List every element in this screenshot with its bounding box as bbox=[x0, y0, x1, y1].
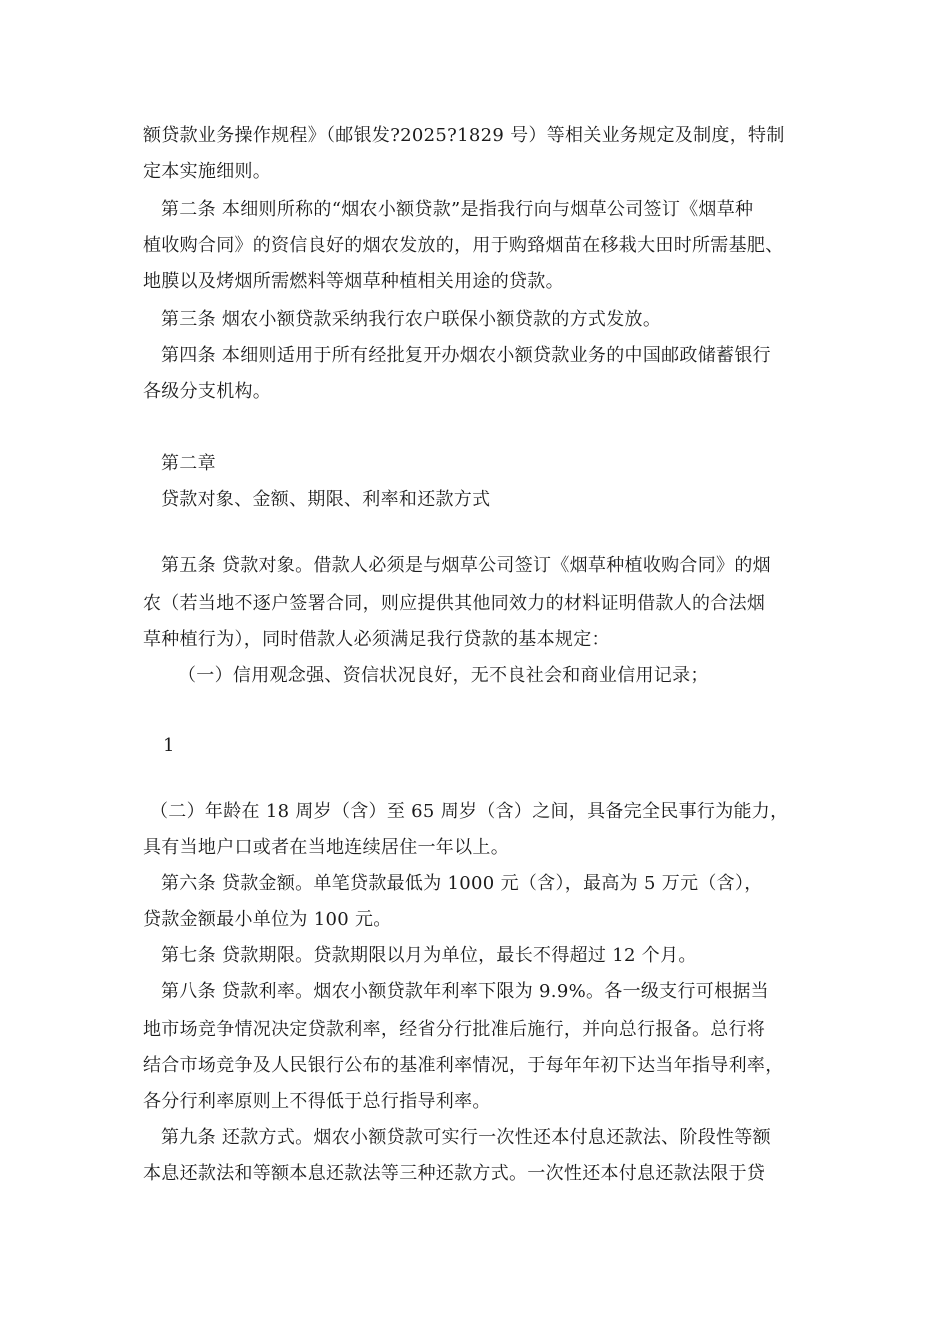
text-line: 草种植行为），同时借款人必须满足我行贷款的基本规定： bbox=[143, 629, 610, 650]
article-8-line: 第八条 贷款利率。烟农小额贷款年利率下限为 9.9%。各一级支行可根据当 bbox=[161, 981, 769, 1002]
article-2-line: 第二条 本细则所称的“烟农小额贷款”是指我行向与烟草公司签订《烟草种 bbox=[161, 199, 754, 220]
text-line: 地市场竞争情况决定贷款利率，经省分行批准后施行，并向总行报备。总行将 bbox=[143, 1019, 766, 1040]
text-line: 贷款金额最小单位为 100 元。 bbox=[143, 909, 392, 930]
text-line: 结合市场竞争及人民银行公布的基准利率情况，于每年年初下达当年指导利率， bbox=[143, 1055, 784, 1076]
text-line: 植收购合同》的资信良好的烟农发放的，用于购臵烟苗在移栽大田时所需基肥、 bbox=[143, 235, 784, 256]
article-9-line: 第九条 还款方式。烟农小额贷款可实行一次性还本付息还款法、阶段性等额 bbox=[161, 1127, 771, 1148]
chapter-heading: 第二章 bbox=[161, 453, 216, 474]
text-line: 本息还款法和等额本息还款法等三种还款方式。一次性还本付息还款法限于贷 bbox=[143, 1163, 766, 1184]
text-line: 地膜以及烤烟所需燃料等烟草种植相关用途的贷款。 bbox=[143, 271, 564, 292]
article-4-line: 第四条 本细则适用于所有经批复开办烟农小额贷款业务的中国邮政储蓄银行 bbox=[161, 345, 771, 366]
page-number: 1 bbox=[163, 735, 175, 756]
article-5-line: 第五条 贷款对象。借款人必须是与烟草公司签订《烟草种植收购合同》的烟 bbox=[161, 555, 771, 576]
text-line: 定本实施细则。 bbox=[143, 161, 272, 182]
article-3-line: 第三条 烟农小额贷款采纳我行农户联保小额贷款的方式发放。 bbox=[161, 309, 662, 330]
text-line: 各级分支机构。 bbox=[143, 381, 272, 402]
text-line: 农（若当地不逐户签署合同，则应提供其他同效力的材料证明借款人的合法烟 bbox=[143, 593, 766, 614]
text-line: 具有当地户口或者在当地连续居住一年以上。 bbox=[143, 837, 509, 858]
clause-1-line: （一）信用观念强、资信状况良好，无不良社会和商业信用记录； bbox=[178, 665, 709, 686]
text-line: 各分行利率原则上不得低于总行指导利率。 bbox=[143, 1091, 491, 1112]
article-7-line: 第七条 贷款期限。贷款期限以月为单位，最长不得超过 12 个月。 bbox=[161, 945, 697, 966]
clause-2-line: （二）年龄在 18 周岁（含）至 65 周岁（含）之间，具备完全民事行为能力， bbox=[150, 801, 789, 822]
text-line: 额贷款业务操作规程》（邮银发?2025?1829 号）等相关业务规定及制度，特制 bbox=[143, 125, 785, 146]
article-6-line: 第六条 贷款金额。单笔贷款最低为 1000 元（含），最高为 5 万元（含）， bbox=[161, 873, 763, 894]
chapter-title: 贷款对象、金额、期限、利率和还款方式 bbox=[161, 489, 491, 510]
